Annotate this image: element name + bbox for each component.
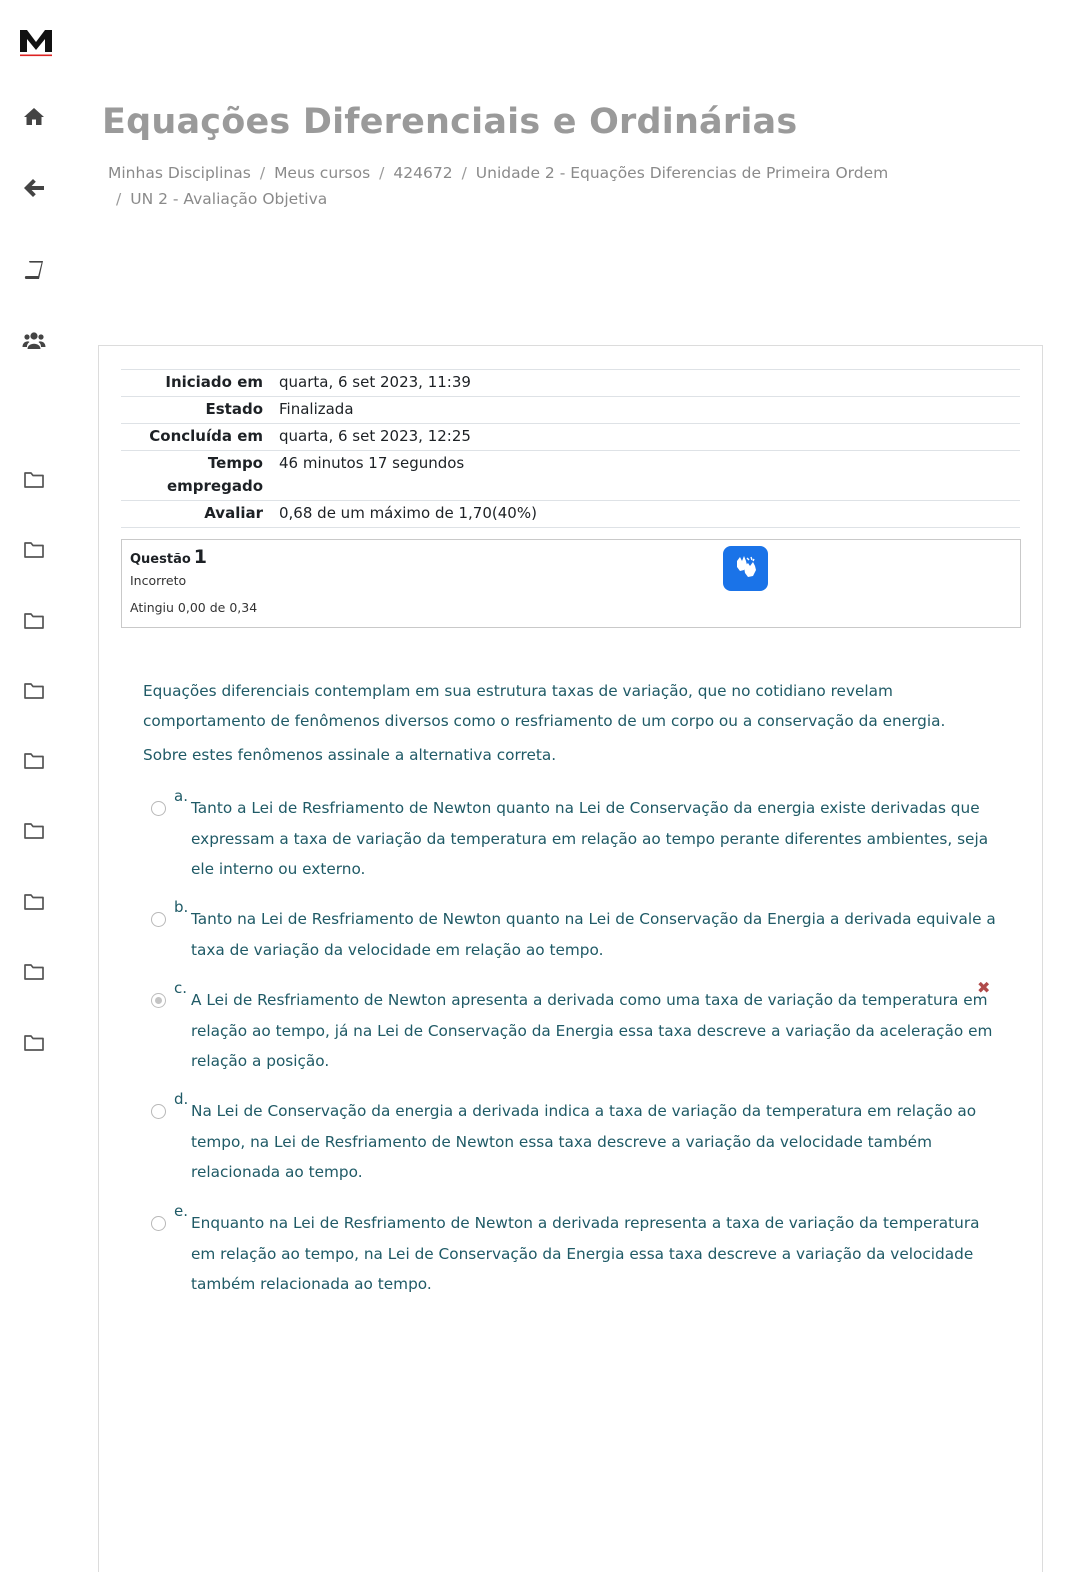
answer-letter: c. xyxy=(174,979,188,997)
folder-icon[interactable] xyxy=(22,819,46,843)
folder-icon[interactable] xyxy=(22,960,46,984)
question-text xyxy=(143,676,963,770)
folder-icon[interactable] xyxy=(22,538,46,562)
radio-button[interactable] xyxy=(151,1104,166,1119)
question-number xyxy=(130,546,1012,571)
back-arrow-icon[interactable] xyxy=(22,176,46,200)
page-title: Equações Diferenciais e Ordinárias xyxy=(102,102,798,142)
answer-letter: d. xyxy=(174,1090,189,1108)
breadcrumb-item[interactable]: Minhas Disciplinas xyxy=(108,164,251,182)
folder-icon[interactable] xyxy=(22,468,46,492)
summary-label: Tempo empregado xyxy=(166,454,263,495)
answer-letter: e. xyxy=(174,1202,188,1220)
question-state: Incorreto xyxy=(130,573,187,588)
folder-icon[interactable] xyxy=(22,749,46,773)
sign-language-hands-icon xyxy=(731,552,761,586)
radio-button[interactable] xyxy=(151,1216,166,1231)
summary-label: Avaliar xyxy=(204,504,263,522)
answer-letter: b. xyxy=(174,898,189,916)
answer-text: Tanto a Lei de Resfriamento de Newton quanto na Lei de Conservação da energia existe derivadas que expressam a taxa de variação da temperatura em relação ao tempo perante diferentes ambientes, seja ele interno ou externo. xyxy=(191,799,989,878)
summary-value: quarta, 6 set 2023, 11:39 xyxy=(279,373,471,391)
breadcrumb-separator: / xyxy=(116,190,122,208)
question-label: Questão xyxy=(130,552,191,567)
summary-row xyxy=(121,424,1020,451)
answer-text: Tanto na Lei de Resfriamento de Newton quanto na Lei de Conservação da Energia a derivada equivale a taxa de variação da velocidade em relação ao tempo. xyxy=(191,910,996,959)
summary-value: quarta, 6 set 2023, 12:25 xyxy=(279,427,471,445)
incorrect-x-icon: ✖ xyxy=(977,978,991,997)
summary-label: Concluída em xyxy=(149,427,263,445)
breadcrumb-item[interactable]: 424672 xyxy=(393,164,453,182)
breadcrumb xyxy=(108,160,1008,212)
summary-row xyxy=(121,397,1020,424)
sign-language-button[interactable] xyxy=(723,546,768,591)
breadcrumb-separator: / xyxy=(259,164,266,182)
answer-text: Enquanto na Lei de Resfriamento de Newton a derivada representa a taxa de variação da temperatura em relação ao tempo, na Lei de Conservação da Energia essa taxa descreve a variação da velocidade também relacionada ao tempo. xyxy=(191,1214,980,1293)
quiz-review-panel xyxy=(98,345,1043,1572)
folder-icon[interactable] xyxy=(22,890,46,914)
summary-label: Iniciado em xyxy=(165,373,263,391)
breadcrumb-item[interactable]: Unidade 2 - Equações Diferencias de Primeira Ordem xyxy=(475,164,889,182)
breadcrumb-separator: / xyxy=(461,164,467,182)
summary-row xyxy=(121,370,1020,397)
summary-value: 46 minutos 17 segundos xyxy=(279,454,465,472)
breadcrumb-item[interactable]: Meus cursos xyxy=(274,164,371,182)
question-text-paragraph: Equações diferenciais contemplam em sua estrutura taxas de variação, que no cotidiano revelam comportamento de fenômenos diversos como o resfriamento de um corpo ou a conservação da energia. xyxy=(143,682,946,730)
summary-label: Estado xyxy=(205,400,263,418)
summary-row xyxy=(121,451,1020,501)
summary-value: Finalizada xyxy=(279,400,354,418)
question-grade: Atingiu 0,00 de 0,34 xyxy=(130,600,258,615)
radio-button[interactable] xyxy=(151,801,166,816)
radio-button-selected[interactable] xyxy=(151,993,166,1008)
home-icon[interactable] xyxy=(22,104,46,128)
answer-letter: a. xyxy=(174,787,188,805)
logo[interactable] xyxy=(18,26,54,58)
radio-button[interactable] xyxy=(151,912,166,927)
users-icon[interactable] xyxy=(22,328,46,352)
summary-value: 0,68 de um máximo de 1,70(40%) xyxy=(279,504,537,522)
question-info-box xyxy=(121,539,1021,628)
book-icon[interactable] xyxy=(22,258,46,282)
folder-icon[interactable] xyxy=(22,609,46,633)
folder-icon[interactable] xyxy=(22,1031,46,1055)
answer-text: A Lei de Resfriamento de Newton apresenta a derivada como uma taxa de variação da temperatura em relação ao tempo, já na Lei de Conservação da Energia essa taxa descreve a variação da aceleração em relação a posição. xyxy=(191,991,993,1070)
folder-icon[interactable] xyxy=(22,679,46,703)
question-number-value: 1 xyxy=(193,546,208,568)
sidebar xyxy=(0,0,70,1572)
attempt-summary-table xyxy=(121,369,1020,528)
question-text-paragraph: Sobre estes fenômenos assinale a alternativa correta. xyxy=(143,746,557,764)
breadcrumb-separator: / xyxy=(379,164,385,182)
breadcrumb-item-current[interactable]: UN 2 - Avaliação Objetiva xyxy=(130,190,328,208)
answer-text: Na Lei de Conservação da energia a derivada indica a taxa de variação da temperatura em relação ao tempo, na Lei de Resfriamento de Newton essa taxa descreve a variação da velocidade também relacionada ao tempo. xyxy=(191,1102,977,1181)
summary-row xyxy=(121,501,1020,528)
